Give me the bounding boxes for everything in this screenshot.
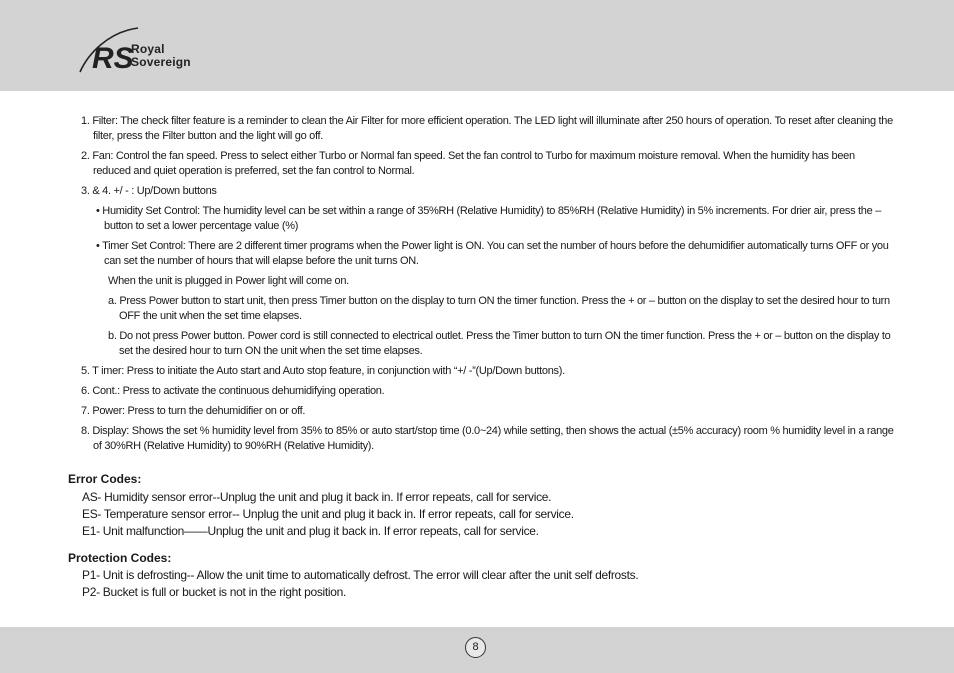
bullet-humidity-set: • Humidity Set Control: The humidity level can be set within a range of 35%RH (Relative Humidity) to 85%RH (Relative Humidity) in 5% increments. For drier air, press the – button to set a lower percentage value (%)	[96, 205, 882, 232]
royal-sovereign-logo	[78, 24, 218, 78]
protection-codes-heading: Protection Codes:	[68, 551, 172, 565]
item-fan: 2. Fan: Control the fan speed. Press to select either Turbo or Normal fan speed. Set the fan control to Turbo for maximum moisture removal. When the humidity has been reduced and quiet operation is preferred, set the fan control to Normal.	[81, 150, 855, 177]
brand-name-line1: Royal	[131, 42, 165, 56]
timer-step-b: b. Do not press Power button. Power cord is still connected to electrical outlet. Press the Timer button to turn ON the timer function. Press the + or – button on the display to set the desired hour to turn ON the unit when the set time elapses.	[108, 330, 891, 357]
item-display: 8. Display: Shows the set % humidity level from 35% to 85% or auto start/stop time (0.0~24) while setting, then shows the actual (±5% accuracy) room % humidity level in a range of 30%RH (Relative Humidity) to 90%RH (Relative Humidity).	[81, 425, 894, 452]
protection-code-line: P2- Bucket is full or bucket is not in the right position.	[82, 585, 347, 599]
item-up-down: 3. & 4. +/ - : Up/Down buttons	[81, 185, 217, 197]
bullet-timer-set: • Timer Set Control: There are 2 different timer programs when the Power light is ON. You can set the number of hours before the dehumidifier automatically turns OFF or you can set the number of hours that will elapse before the unit turns ON.	[96, 240, 889, 267]
item-cont: 6. Cont.: Press to activate the continuous dehumidifying operation.	[81, 385, 385, 397]
error-codes-heading: Error Codes:	[68, 472, 142, 486]
protection-code-line: P1- Unit is defrosting-- Allow the unit time to automatically defrost. The error will clear after the unit self defrosts.	[82, 568, 639, 582]
item-power: 7. Power: Press to turn the dehumidifier on or off.	[81, 405, 306, 417]
error-code-line: ES- Temperature sensor error-- Unplug the unit and plug it back in. If error repeats, call for service.	[82, 507, 574, 521]
error-code-line: E1- Unit malfunction——Unplug the unit and plug it back in. If error repeats, call for service.	[82, 524, 539, 538]
page-header	[0, 0, 954, 91]
timer-step-a: a. Press Power button to start unit, then press Timer button on the display to turn ON the timer function. Press the + or – button on the display to set the desired hour to turn OFF the unit when the set time elapses.	[108, 295, 890, 322]
item-timer: 5. T imer: Press to initiate the Auto start and Auto stop feature, in conjunction with “+/ -”(Up/Down buttons).	[81, 365, 565, 377]
page-number: 8	[465, 637, 486, 658]
item-filter: 1. Filter: The check filter feature is a reminder to clean the Air Filter for more efficient operation. The LED light will illuminate after 250 hours of operation. To reset after cleaning the filter, press the Filter button and the light will go off.	[81, 115, 893, 142]
brand-name-line2: Sovereign	[131, 55, 191, 69]
svg-text:RS: RS	[92, 42, 134, 75]
error-code-line: AS- Humidity sensor error--Unplug the unit and plug it back in. If error repeats, call for service.	[82, 490, 552, 504]
page-footer	[0, 627, 954, 673]
power-note: When the unit is plugged in Power light will come on.	[108, 275, 349, 287]
